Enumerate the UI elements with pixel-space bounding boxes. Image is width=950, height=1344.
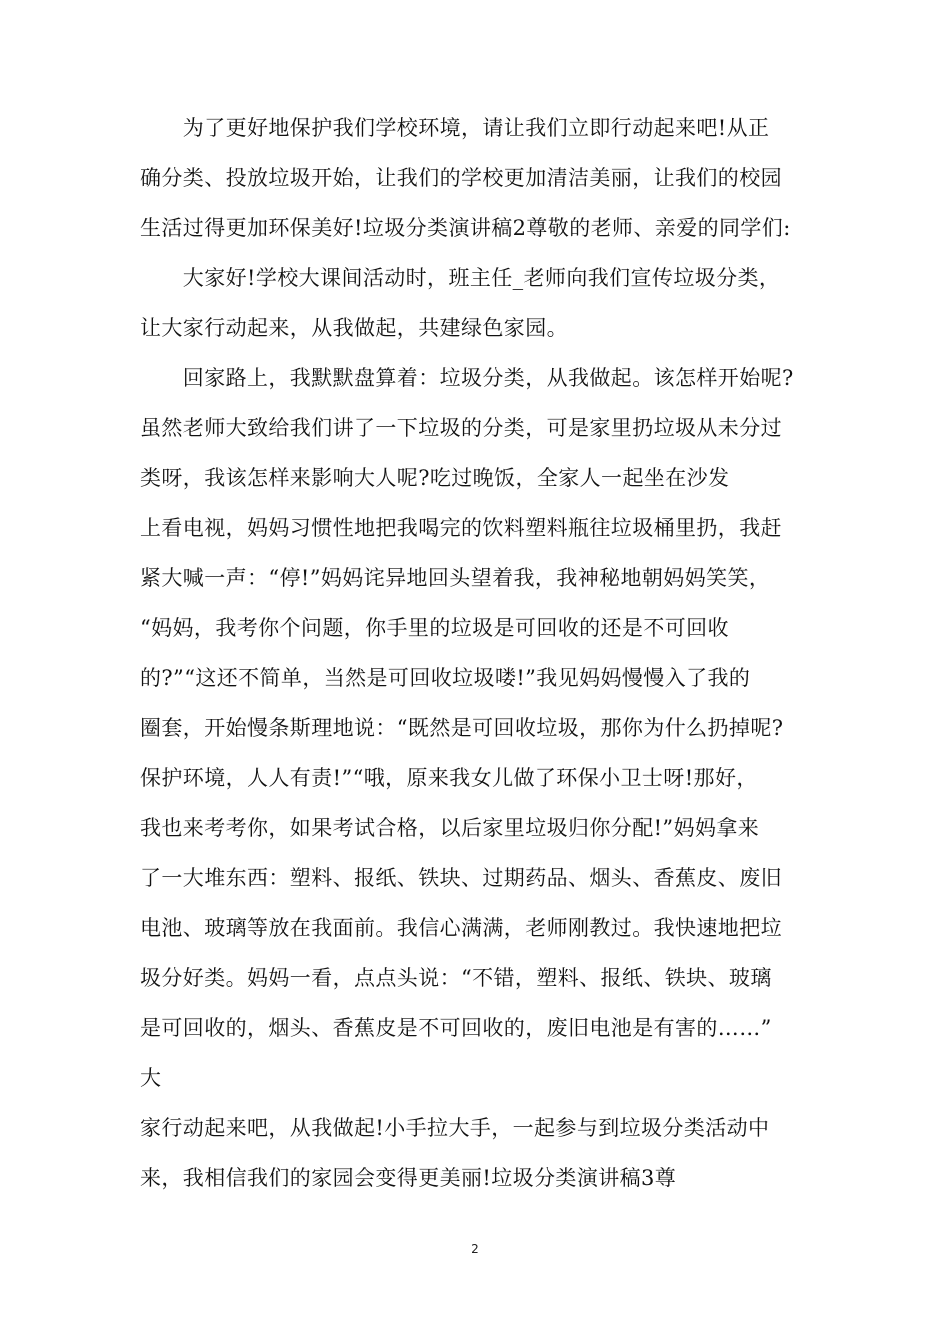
text-line: 大家好!学校大课间活动时，班主任_老师向我们宣传垃圾分类， [140, 266, 781, 290]
text-line: 类呀，我该怎样来影响大人呢?吃过晚饭，全家人一起坐在沙发 [140, 466, 730, 490]
text-line: 紧大喊一声：“停!”妈妈诧异地回头望着我，我神秘地朝妈妈笑笑， [140, 566, 771, 590]
text-line: 大 [140, 1066, 162, 1090]
text-line: 确分类、投放垃圾开始，让我们的学校更加清洁美丽，让我们的校园 [140, 166, 782, 190]
text-line: 保护环境，人人有责!”“哦，原来我女儿做了环保小卫士呀!那好， [140, 766, 758, 790]
text-line: 让大家行动起来，从我做起，共建绿色家园。 [140, 316, 568, 340]
text-line: 家行动起来吧，从我做起!小手拉大手，一起参与到垃圾分类活动中 [140, 1116, 770, 1140]
text-line: 为了更好地保护我们学校环境，请让我们立即行动起来吧!从正 [140, 116, 770, 140]
text-line: “妈妈，我考你个问题，你手里的垃圾是可回收的还是不可回收 [140, 616, 729, 640]
text-line: 生活过得更加环保美好!垃圾分类演讲稿2尊敬的老师、亲爱的同学们: [140, 216, 791, 240]
text-line: 我也来考考你，如果考试合格，以后家里垃圾归你分配!”妈妈拿来 [140, 816, 760, 840]
text-line: 电池、玻璃等放在我面前。我信心满满，老师刚教过。我快速地把垃 [140, 916, 782, 940]
text-line: 虽然老师大致给我们讲了一下垃圾的分类，可是家里扔垃圾从未分过 [140, 416, 782, 440]
text-line: 圈套，开始慢条斯理地说：“既然是可回收垃圾，那你为什么扔掉呢? [140, 716, 784, 740]
text-line: 上看电视，妈妈习惯性地把我喝完的饮料塑料瓶往垃圾桶里扔，我赶 [140, 516, 782, 540]
text-line: 回家路上，我默默盘算着：垃圾分类，从我做起。该怎样开始呢? [140, 366, 794, 390]
text-line: 是可回收的，烟头、香蕉皮是不可回收的，废旧电池是有害的……” [140, 1016, 772, 1040]
text-line: 的?”“这还不简单，当然是可回收垃圾喽!”我见妈妈慢慢入了我的 [140, 666, 751, 690]
text-line: 来，我相信我们的家园会变得更美丽!垃圾分类演讲稿3尊 [140, 1166, 677, 1190]
text-line: 圾分好类。妈妈一看，点点头说：“不错，塑料、报纸、铁块、玻璃 [140, 966, 772, 990]
page-number: 2 [471, 1242, 479, 1256]
text-line: 了一大堆东西：塑料、报纸、铁块、过期药品、烟头、香蕉皮、废旧 [140, 866, 782, 890]
